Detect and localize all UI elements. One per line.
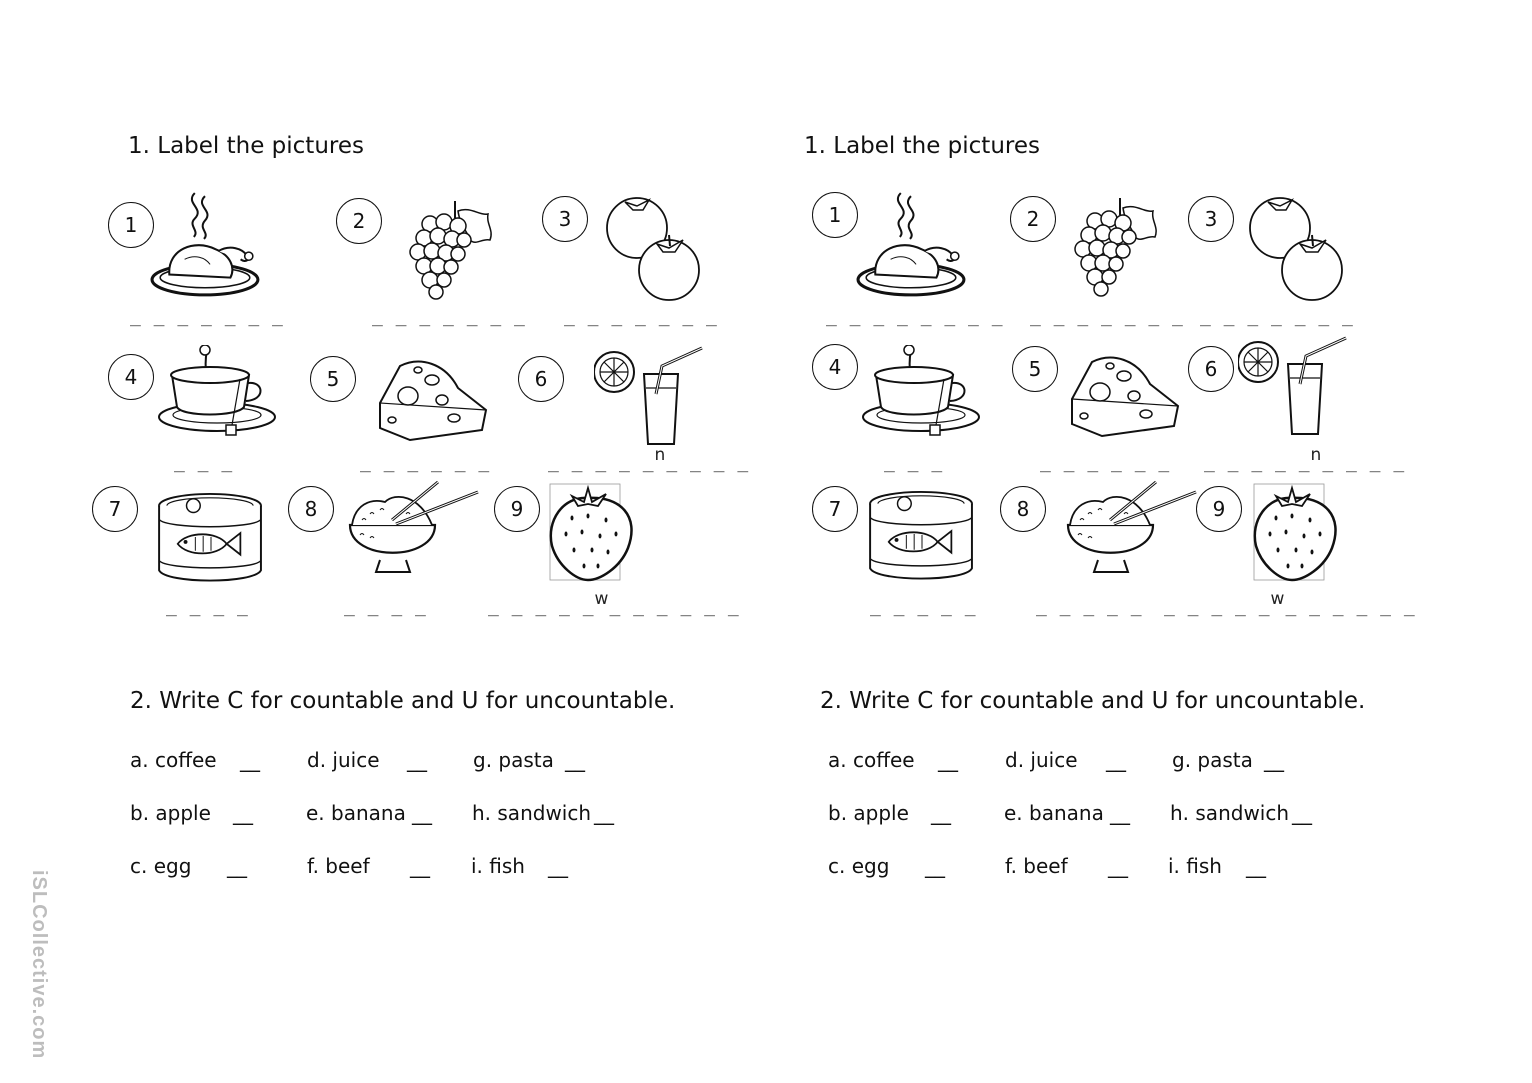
answer-blank[interactable]: _ _ _ _ _ _ _ _ bbox=[826, 306, 1004, 327]
answer-blank[interactable]: __ bbox=[1264, 748, 1284, 772]
grapes-icon bbox=[400, 195, 500, 305]
answer-blank[interactable]: __ bbox=[931, 801, 951, 825]
word-item: b. apple bbox=[828, 801, 909, 825]
answer-blank[interactable]: __ bbox=[240, 748, 260, 772]
answer-blank[interactable]: _ _ _ _ _ bbox=[1036, 596, 1143, 617]
word-item: g. pasta bbox=[473, 748, 554, 772]
answer-blank[interactable]: _ _ _ _ _ _ _ bbox=[372, 306, 526, 327]
rice-bowl-icon bbox=[340, 470, 482, 586]
answer-blank[interactable]: __ bbox=[548, 854, 568, 878]
worksheet-left bbox=[100, 0, 820, 1083]
answer-blank[interactable]: __ bbox=[565, 748, 585, 772]
picture-number: 8 bbox=[1000, 486, 1046, 532]
picture-number: 6 bbox=[518, 356, 564, 402]
picture-number: 8 bbox=[288, 486, 334, 532]
answer-blank[interactable]: __ bbox=[410, 854, 430, 878]
answer-blank[interactable]: _ _ _ bbox=[884, 452, 944, 473]
cheese-icon bbox=[370, 348, 494, 444]
answer-blank[interactable]: __ bbox=[1292, 801, 1312, 825]
cheese-icon bbox=[1062, 344, 1186, 440]
picture-number: 3 bbox=[542, 196, 588, 242]
answer-blank[interactable]: __ bbox=[594, 801, 614, 825]
picture-number: 3 bbox=[1188, 196, 1234, 242]
picture-number: 7 bbox=[812, 486, 858, 532]
lemonade-icon bbox=[1238, 334, 1350, 438]
answer-blank[interactable]: __ bbox=[407, 748, 427, 772]
answer-blank[interactable]: __ bbox=[227, 854, 247, 878]
word-item: f. beef bbox=[1005, 854, 1068, 878]
picture-number: 4 bbox=[108, 354, 154, 400]
tomatoes-icon bbox=[1248, 190, 1348, 305]
word-item: d. juice bbox=[307, 748, 380, 772]
answer-blank[interactable]: _ _ _ _ bbox=[166, 596, 249, 617]
answer-blank[interactable]: _ _ _ _ _n_ _ _ _ bbox=[548, 445, 750, 473]
roast-chicken-icon bbox=[146, 188, 266, 300]
section1-title: 1. Label the pictures bbox=[804, 133, 1040, 159]
section2-title: 2. Write C for countable and U for uncountable. bbox=[130, 688, 676, 714]
word-item: i. fish bbox=[1168, 854, 1222, 878]
strawberry-icon bbox=[1252, 474, 1344, 586]
roast-chicken-icon bbox=[852, 188, 972, 300]
answer-blank[interactable]: _ _ _ bbox=[174, 452, 234, 473]
answer-blank[interactable]: _ _ _ _ bbox=[344, 596, 427, 617]
word-item: b. apple bbox=[130, 801, 211, 825]
picture-number: 2 bbox=[336, 198, 382, 244]
answer-blank[interactable]: _ _ _ _ _ _ bbox=[1040, 452, 1171, 473]
section2-title: 2. Write C for countable and U for uncountable. bbox=[820, 688, 1366, 714]
word-item: a. coffee bbox=[828, 748, 915, 772]
picture-number: 9 bbox=[1196, 486, 1242, 532]
answer-blank[interactable]: _ _ _ _ _ _ _ bbox=[564, 306, 718, 327]
word-item: d. juice bbox=[1005, 748, 1078, 772]
word-item: i. fish bbox=[471, 854, 525, 878]
answer-blank[interactable]: __ bbox=[938, 748, 958, 772]
answer-blank[interactable]: _ _ _ _ _w_ _ _ _ _ _ bbox=[488, 589, 740, 617]
canned-tuna-icon bbox=[155, 490, 267, 584]
answer-blank[interactable]: __ bbox=[1106, 748, 1126, 772]
word-item: h. sandwich bbox=[1170, 801, 1290, 825]
answer-blank[interactable]: _ _ _ _ _ _ _ bbox=[1200, 306, 1354, 327]
answer-blank[interactable]: _ _ _ _ _ _ _ bbox=[1030, 306, 1184, 327]
picture-number: 5 bbox=[310, 356, 356, 402]
picture-number: 4 bbox=[812, 344, 858, 390]
word-item: c. egg bbox=[828, 854, 890, 878]
lemonade-icon bbox=[594, 344, 706, 448]
answer-blank[interactable]: _ _ _ _ _ _ _ bbox=[130, 306, 284, 327]
picture-number: 9 bbox=[494, 486, 540, 532]
tomatoes-icon bbox=[605, 190, 705, 305]
word-item: f. beef bbox=[307, 854, 370, 878]
word-item: c. egg bbox=[130, 854, 192, 878]
picture-number: 2 bbox=[1010, 196, 1056, 242]
picture-number: 1 bbox=[812, 192, 858, 238]
watermark bbox=[26, 870, 56, 1070]
canned-tuna-icon bbox=[866, 488, 978, 582]
answer-blank[interactable]: _ _ _ _ _w_ _ _ _ _ _ bbox=[1164, 589, 1416, 617]
picture-number: 5 bbox=[1012, 346, 1058, 392]
answer-blank[interactable]: __ bbox=[412, 801, 432, 825]
answer-blank[interactable]: _ _ _ _ _ bbox=[870, 596, 977, 617]
word-item: e. banana bbox=[1004, 801, 1104, 825]
worksheet-right bbox=[790, 0, 1510, 1083]
word-item: g. pasta bbox=[1172, 748, 1253, 772]
answer-blank[interactable]: _ _ _ _ _n_ _ _ _ bbox=[1204, 445, 1406, 473]
strawberry-icon bbox=[548, 474, 640, 586]
rice-bowl-icon bbox=[1058, 470, 1200, 586]
picture-number: 7 bbox=[92, 486, 138, 532]
word-item: a. coffee bbox=[130, 748, 217, 772]
answer-blank[interactable]: __ bbox=[925, 854, 945, 878]
answer-blank[interactable]: __ bbox=[233, 801, 253, 825]
answer-blank[interactable]: _ _ _ _ _ _ bbox=[360, 452, 491, 473]
section1-title: 1. Label the pictures bbox=[128, 133, 364, 159]
grapes-icon bbox=[1065, 192, 1165, 302]
tea-cup-icon bbox=[856, 345, 982, 439]
watermark-text: iSLCollective.com bbox=[28, 870, 50, 1060]
answer-blank[interactable]: __ bbox=[1246, 854, 1266, 878]
answer-blank[interactable]: __ bbox=[1110, 801, 1130, 825]
tea-cup-icon bbox=[152, 345, 278, 439]
word-item: h. sandwich bbox=[472, 801, 592, 825]
picture-number: 1 bbox=[108, 202, 154, 248]
picture-number: 6 bbox=[1188, 346, 1234, 392]
word-item: e. banana bbox=[306, 801, 406, 825]
answer-blank[interactable]: __ bbox=[1108, 854, 1128, 878]
